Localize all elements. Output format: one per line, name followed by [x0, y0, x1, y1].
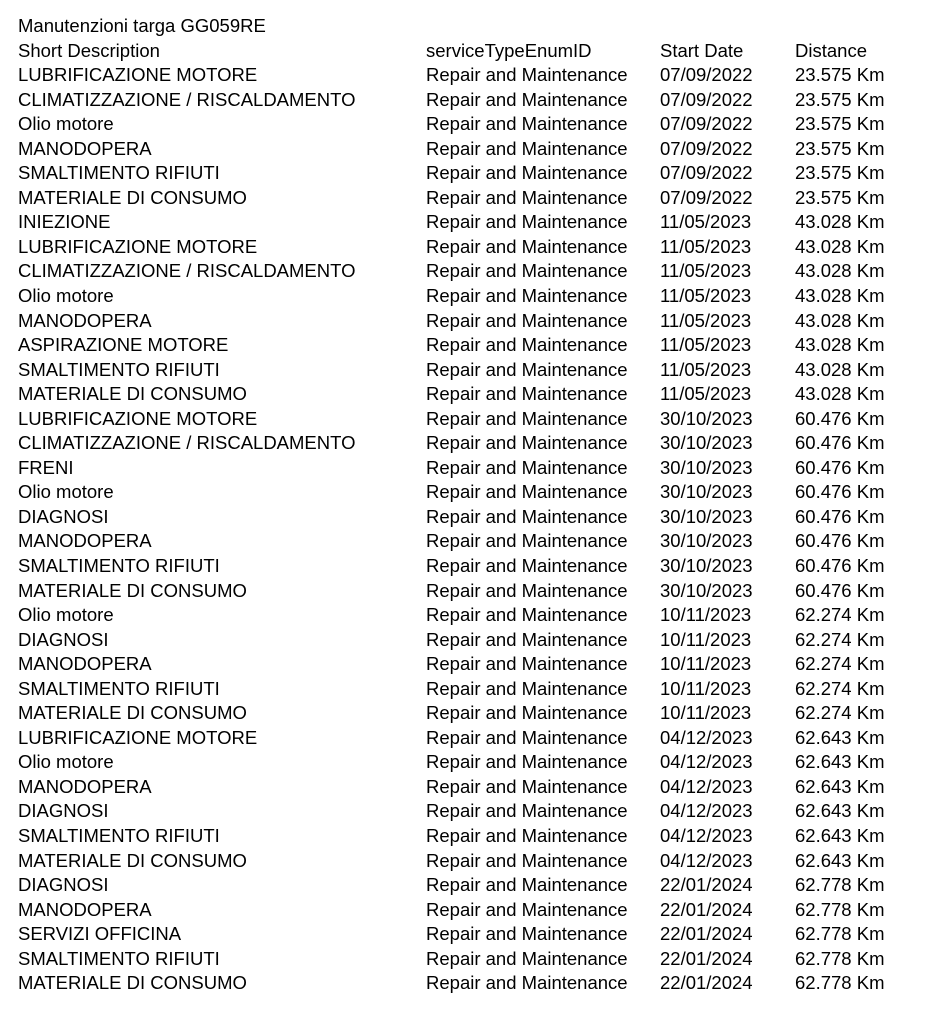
cell-start-date: 10/11/2023	[660, 628, 752, 650]
cell-short-description: MATERIALE DI CONSUMO	[18, 849, 247, 871]
cell-short-description: MANODOPERA	[18, 309, 152, 331]
cell-start-date: 07/09/2022	[660, 64, 753, 86]
cell-service-type: Repair and Maintenance	[426, 481, 628, 503]
cell-service-type: Repair and Maintenance	[426, 505, 628, 527]
cell-service-type: Repair and Maintenance	[426, 751, 628, 773]
cell-start-date: 22/01/2024	[660, 923, 753, 945]
cell-distance: 60.476 Km	[795, 554, 885, 576]
cell-service-type: Repair and Maintenance	[426, 972, 628, 994]
cell-start-date: 30/10/2023	[660, 530, 753, 552]
cell-distance: 62.643 Km	[795, 775, 885, 797]
cell-short-description: MATERIALE DI CONSUMO	[18, 186, 247, 208]
cell-short-description: DIAGNOSI	[18, 505, 109, 527]
header-start-date: Start Date	[660, 39, 744, 61]
cell-short-description: Olio motore	[18, 604, 114, 626]
table-row	[18, 186, 928, 211]
cell-start-date: 30/10/2023	[660, 481, 753, 503]
cell-service-type: Repair and Maintenance	[426, 702, 628, 724]
cell-start-date: 04/12/2023	[660, 825, 753, 846]
cell-start-date: 11/05/2023	[660, 284, 752, 306]
cell-service-type: Repair and Maintenance	[426, 653, 628, 675]
cell-start-date: 30/10/2023	[660, 579, 753, 601]
cell-short-description: LUBRIFICAZIONE MOTORE	[18, 726, 258, 748]
cell-service-type: Repair and Maintenance	[426, 677, 628, 699]
table-row	[18, 63, 928, 88]
table-row	[18, 137, 928, 162]
cell-short-description: ASPIRAZIONE MOTORE	[18, 334, 229, 356]
cell-short-description: DIAGNOSI	[18, 874, 109, 896]
cell-start-date: 22/01/2024	[660, 947, 753, 969]
cell-distance: 43.028 Km	[795, 284, 885, 306]
cell-service-type: Repair and Maintenance	[426, 162, 628, 184]
cell-distance: 62.274 Km	[795, 604, 885, 626]
cell-service-type: Repair and Maintenance	[426, 137, 628, 159]
cell-service-type: Repair and Maintenance	[426, 407, 628, 429]
header-service-type: serviceTypeEnumID	[426, 39, 592, 61]
cell-distance: 43.028 Km	[795, 309, 885, 331]
cell-short-description: CLIMATIZZAZIONE / RISCALDAMENTO	[18, 432, 356, 454]
cell-start-date: 04/12/2023	[660, 800, 753, 822]
cell-service-type: Repair and Maintenance	[426, 604, 628, 626]
table-row	[18, 431, 928, 456]
cell-distance: 62.643 Km	[795, 726, 885, 748]
cell-short-description: CLIMATIZZAZIONE / RISCALDAMENTO	[18, 260, 356, 282]
cell-short-description: SMALTIMENTO RIFIUTI	[18, 554, 220, 576]
cell-start-date: 22/01/2024	[660, 874, 753, 896]
cell-short-description: MANODOPERA	[18, 775, 152, 797]
cell-service-type: Repair and Maintenance	[426, 88, 628, 110]
table-row	[18, 456, 928, 481]
table-row	[18, 677, 928, 702]
table-row	[18, 750, 928, 775]
report-title: Manutenzioni targa GG059RE	[18, 15, 266, 36]
cell-start-date: 10/11/2023	[660, 653, 752, 675]
cell-distance: 62.643 Km	[795, 800, 885, 822]
cell-short-description: FRENI	[18, 456, 74, 478]
cell-short-description: MATERIALE DI CONSUMO	[18, 383, 247, 405]
cell-service-type: Repair and Maintenance	[426, 775, 628, 797]
cell-start-date: 07/09/2022	[660, 88, 753, 110]
cell-service-type: Repair and Maintenance	[426, 334, 628, 356]
cell-service-type: Repair and Maintenance	[426, 235, 628, 257]
cell-start-date: 30/10/2023	[660, 505, 753, 527]
table-row	[18, 407, 928, 432]
cell-distance: 23.575 Km	[795, 64, 885, 86]
table-row	[18, 824, 928, 849]
cell-distance: 62.778 Km	[795, 972, 885, 994]
table-row	[18, 775, 928, 800]
cell-distance: 60.476 Km	[795, 481, 885, 503]
table-row	[18, 88, 928, 113]
cell-service-type: Repair and Maintenance	[426, 628, 628, 650]
cell-distance: 60.476 Km	[795, 530, 885, 552]
cell-distance: 60.476 Km	[795, 407, 885, 429]
cell-service-type: Repair and Maintenance	[426, 825, 628, 846]
cell-short-description: MANODOPERA	[18, 653, 152, 675]
table-row	[18, 333, 928, 358]
cell-distance: 62.274 Km	[795, 653, 885, 675]
cell-start-date: 07/09/2022	[660, 113, 753, 135]
cell-distance: 62.274 Km	[795, 628, 885, 650]
cell-service-type: Repair and Maintenance	[426, 800, 628, 822]
cell-service-type: Repair and Maintenance	[426, 64, 628, 86]
cell-start-date: 04/12/2023	[660, 751, 753, 773]
cell-service-type: Repair and Maintenance	[426, 211, 628, 233]
cell-short-description: LUBRIFICAZIONE MOTORE	[18, 407, 258, 429]
table-row	[18, 309, 928, 334]
cell-service-type: Repair and Maintenance	[426, 383, 628, 405]
cell-start-date: 10/11/2023	[660, 677, 752, 699]
table-row	[18, 554, 928, 579]
cell-start-date: 22/01/2024	[660, 972, 753, 994]
cell-service-type: Repair and Maintenance	[426, 186, 628, 208]
cell-short-description: SMALTIMENTO RIFIUTI	[18, 825, 220, 846]
table-row	[18, 947, 928, 972]
cell-start-date: 04/12/2023	[660, 726, 753, 748]
cell-distance: 62.643 Km	[795, 751, 885, 773]
cell-short-description: MATERIALE DI CONSUMO	[18, 972, 247, 994]
table-row	[18, 382, 928, 407]
cell-short-description: MANODOPERA	[18, 898, 152, 920]
cell-service-type: Repair and Maintenance	[426, 456, 628, 478]
cell-start-date: 04/12/2023	[660, 849, 753, 871]
cell-distance: 62.274 Km	[795, 702, 885, 724]
table-row	[18, 971, 928, 996]
table-row	[18, 849, 928, 874]
cell-short-description: INIEZIONE	[18, 211, 111, 233]
cell-distance: 62.778 Km	[795, 923, 885, 945]
cell-distance: 23.575 Km	[795, 162, 885, 184]
cell-short-description: SMALTIMENTO RIFIUTI	[18, 947, 220, 969]
header-distance: Distance	[795, 39, 867, 61]
cell-distance: 60.476 Km	[795, 456, 885, 478]
cell-start-date: 11/05/2023	[660, 309, 752, 331]
cell-distance: 43.028 Km	[795, 334, 885, 356]
cell-distance: 43.028 Km	[795, 235, 885, 257]
cell-start-date: 10/11/2023	[660, 702, 752, 724]
table-row	[18, 505, 928, 530]
cell-start-date: 10/11/2023	[660, 604, 752, 626]
cell-start-date: 07/09/2022	[660, 137, 753, 159]
cell-distance: 23.575 Km	[795, 186, 885, 208]
cell-short-description: MATERIALE DI CONSUMO	[18, 579, 247, 601]
cell-service-type: Repair and Maintenance	[426, 726, 628, 748]
cell-start-date: 07/09/2022	[660, 162, 753, 184]
cell-start-date: 30/10/2023	[660, 407, 753, 429]
cell-short-description: Olio motore	[18, 113, 114, 135]
cell-start-date: 30/10/2023	[660, 432, 753, 454]
cell-service-type: Repair and Maintenance	[426, 579, 628, 601]
table-row	[18, 284, 928, 309]
cell-service-type: Repair and Maintenance	[426, 432, 628, 454]
table-row	[18, 922, 928, 947]
table-row	[18, 235, 928, 260]
table-header	[18, 39, 928, 64]
cell-distance: 23.575 Km	[795, 113, 885, 135]
cell-distance: 23.575 Km	[795, 137, 885, 159]
cell-start-date: 11/05/2023	[660, 383, 752, 405]
cell-start-date: 30/10/2023	[660, 456, 753, 478]
cell-service-type: Repair and Maintenance	[426, 113, 628, 135]
table-row	[18, 480, 928, 505]
cell-start-date: 11/05/2023	[660, 211, 752, 233]
table-row	[18, 898, 928, 923]
cell-distance: 43.028 Km	[795, 260, 885, 282]
cell-distance: 62.643 Km	[795, 849, 885, 871]
cell-distance: 43.028 Km	[795, 358, 885, 380]
cell-service-type: Repair and Maintenance	[426, 849, 628, 871]
cell-distance: 62.778 Km	[795, 898, 885, 920]
table-row	[18, 873, 928, 898]
cell-service-type: Repair and Maintenance	[426, 874, 628, 896]
cell-distance: 62.643 Km	[795, 825, 885, 846]
table-row	[18, 603, 928, 628]
cell-short-description: MANODOPERA	[18, 530, 152, 552]
cell-distance: 23.575 Km	[795, 88, 885, 110]
cell-short-description: MANODOPERA	[18, 137, 152, 159]
table-row	[18, 799, 928, 824]
cell-distance: 60.476 Km	[795, 579, 885, 601]
cell-start-date: 04/12/2023	[660, 775, 753, 797]
cell-distance: 62.274 Km	[795, 677, 885, 699]
cell-start-date: 11/05/2023	[660, 235, 752, 257]
cell-distance: 43.028 Km	[795, 211, 885, 233]
cell-service-type: Repair and Maintenance	[426, 260, 628, 282]
cell-short-description: SMALTIMENTO RIFIUTI	[18, 162, 220, 184]
cell-short-description: CLIMATIZZAZIONE / RISCALDAMENTO	[18, 88, 356, 110]
cell-service-type: Repair and Maintenance	[426, 284, 628, 306]
cell-short-description: MATERIALE DI CONSUMO	[18, 702, 247, 724]
cell-short-description: SMALTIMENTO RIFIUTI	[18, 677, 220, 699]
table-row	[18, 701, 928, 726]
cell-short-description: Olio motore	[18, 751, 114, 773]
cell-distance: 43.028 Km	[795, 383, 885, 405]
cell-short-description: DIAGNOSI	[18, 628, 109, 650]
table-row	[18, 112, 928, 137]
header-short-description: Short Description	[18, 39, 160, 61]
cell-service-type: Repair and Maintenance	[426, 898, 628, 920]
cell-distance: 62.778 Km	[795, 947, 885, 969]
table-row	[18, 628, 928, 653]
cell-short-description: Olio motore	[18, 481, 114, 503]
cell-service-type: Repair and Maintenance	[426, 309, 628, 331]
table-row	[18, 259, 928, 284]
cell-service-type: Repair and Maintenance	[426, 947, 628, 969]
cell-short-description: SERVIZI OFFICINA	[18, 923, 182, 945]
cell-service-type: Repair and Maintenance	[426, 923, 628, 945]
cell-short-description: LUBRIFICAZIONE MOTORE	[18, 64, 258, 86]
table-row	[18, 579, 928, 604]
cell-start-date: 11/05/2023	[660, 358, 752, 380]
cell-start-date: 07/09/2022	[660, 186, 753, 208]
table-row	[18, 210, 928, 235]
cell-short-description: Olio motore	[18, 284, 114, 306]
cell-short-description: LUBRIFICAZIONE MOTORE	[18, 235, 258, 257]
cell-start-date: 22/01/2024	[660, 898, 753, 920]
cell-service-type: Repair and Maintenance	[426, 358, 628, 380]
cell-service-type: Repair and Maintenance	[426, 530, 628, 552]
table-row	[18, 652, 928, 677]
cell-service-type: Repair and Maintenance	[426, 554, 628, 576]
table-row	[18, 529, 928, 554]
maintenance-report	[18, 14, 928, 996]
cell-distance: 60.476 Km	[795, 505, 885, 527]
cell-distance: 62.778 Km	[795, 874, 885, 896]
table-row	[18, 161, 928, 186]
cell-distance: 60.476 Km	[795, 432, 885, 454]
cell-start-date: 11/05/2023	[660, 334, 752, 356]
cell-start-date: 30/10/2023	[660, 554, 753, 576]
table-row	[18, 726, 928, 751]
cell-start-date: 11/05/2023	[660, 260, 752, 282]
cell-short-description: SMALTIMENTO RIFIUTI	[18, 358, 220, 380]
table-row	[18, 358, 928, 383]
table-body	[18, 63, 928, 996]
cell-short-description: DIAGNOSI	[18, 800, 109, 822]
